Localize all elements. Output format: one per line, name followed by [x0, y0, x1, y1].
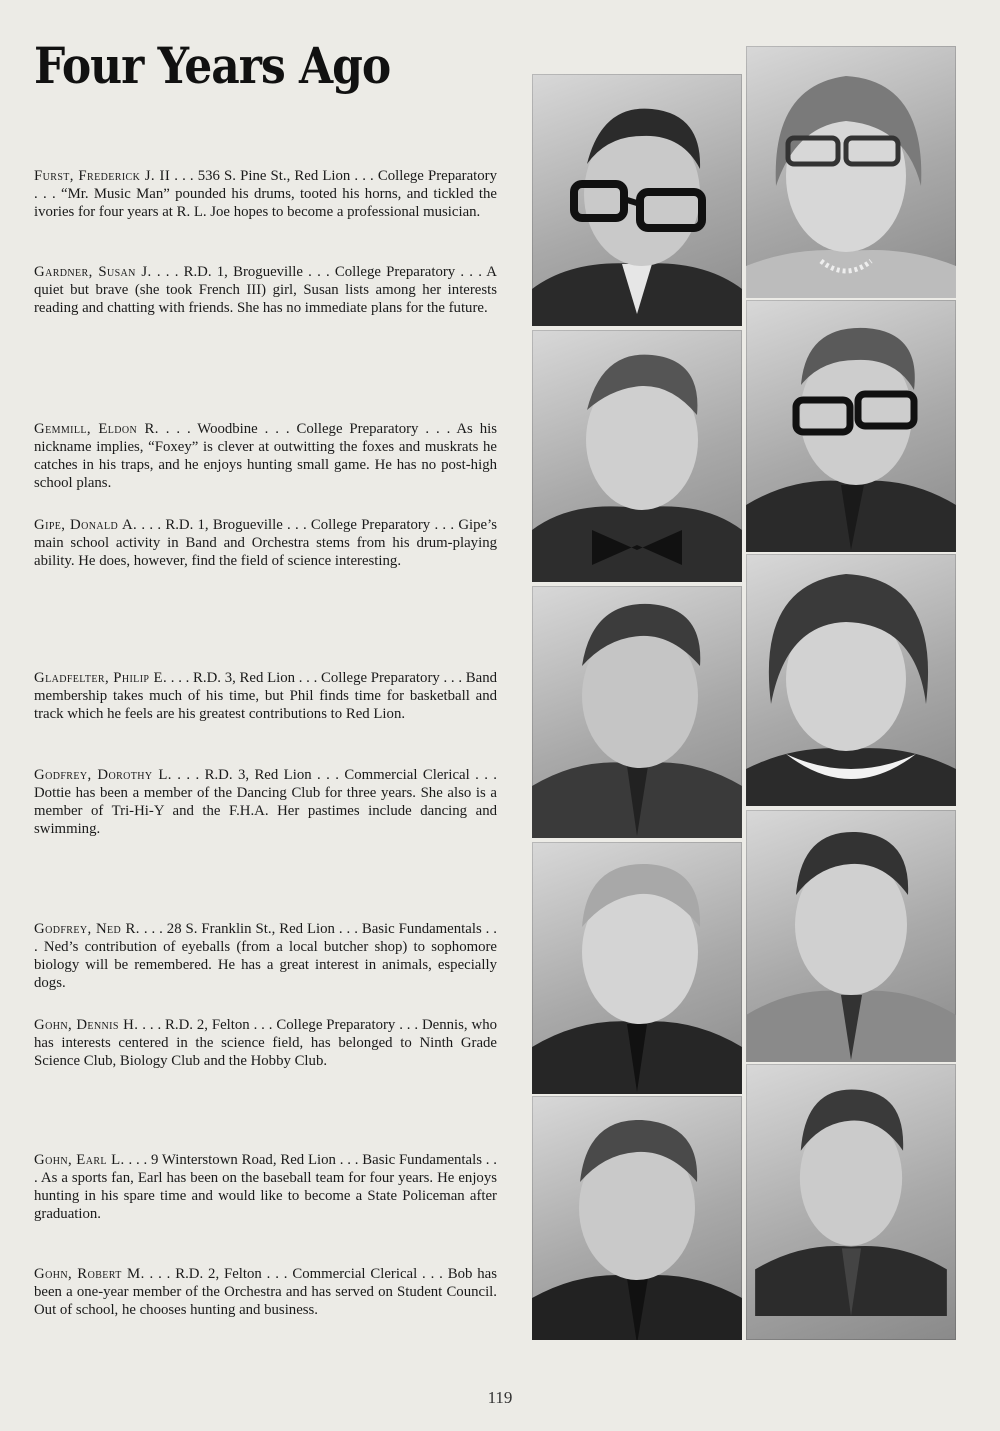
student-description: . . . R.D. 3, Red Lion . . . Commercial Clerical . . . Dottie has been a member of the Dancing Club for three years. She also is a member of Tri-Hi-Y and the F.H.A. Her pastimes include dancing and swimming.: [34, 767, 497, 837]
student-description: . . . 536 S. Pine St., Red Lion . . . College Preparatory . . . “Mr. Music Man” pounded his drums, tooted his horns, and tickled the ivories for four years at R. L. Joe hopes to become a professional musician.: [34, 168, 497, 220]
student-bio-gemmill: [34, 420, 497, 492]
portrait-gardner: [746, 46, 956, 298]
student-name: Gipe, Donald A.: [34, 517, 138, 533]
portrait-godfrey-dorothy: [746, 554, 956, 806]
student-bio-gladfelter: [34, 669, 497, 723]
student-bio-godfrey-ned: [34, 920, 497, 992]
student-name: Gardner, Susan J.: [34, 264, 152, 280]
student-bio-gohn-earl: [34, 1151, 497, 1223]
page-title: Four Years Ago: [34, 38, 391, 96]
student-name: Gohn, Robert M.: [34, 1266, 145, 1282]
student-description: . . . 9 Winterstown Road, Red Lion . . . Basic Fundamentals . . . As a sports fan, Earl has been on the baseball team for four years. He enjoys hunting in his spare time and would like to become a State Policeman after graduation.: [34, 1152, 497, 1222]
student-name: Gladfelter, Philip E.: [34, 670, 168, 686]
student-name: Gohn, Earl L.: [34, 1152, 125, 1168]
portrait-gemmill: [532, 330, 742, 582]
page-number: 119: [487, 1388, 513, 1407]
student-description: . . . R.D. 1, Brogueville . . . College Preparatory . . . A quiet but brave (she took French III) girl, Susan lists among her interests reading and chatting with friends. She has no immediate plans for the future.: [34, 264, 497, 316]
student-description: . . . R.D. 2, Felton . . . Commercial Clerical . . . Bob has been a one-year member of the Orchestra and has served on Student Council. Out of school, he chooses hunting and business.: [34, 1266, 497, 1318]
student-description: . . . Woodbine . . . College Preparatory . . . As his nickname implies, “Foxey” is clever at outwitting the foxes and muskrats he catches in his traps, and he enjoys hunting small game. He has no post-high school plans.: [34, 421, 497, 491]
student-description: . . . R.D. 3, Red Lion . . . College Preparatory . . . Band membership takes much of his time, but Phil finds time for basketball and track which he feels are his greatest contributions to Red Lion.: [34, 670, 497, 722]
portrait-furst: [532, 74, 742, 326]
portrait-gipe: [746, 300, 956, 552]
portrait-godfrey-ned: [532, 842, 742, 1094]
student-bio-godfrey-dorothy: [34, 766, 497, 838]
student-description: . . . R.D. 2, Felton . . . College Preparatory . . . Dennis, who has interests centered in the science field, has belonged to Ninth Grade Science Club, Biology Club and the Hobby Club.: [34, 1017, 497, 1069]
student-bio-gohn-robert: [34, 1265, 497, 1319]
student-name: Godfrey, Dorothy L.: [34, 767, 172, 783]
portrait-gohn-dennis: [746, 810, 956, 1062]
student-bio-gipe: [34, 516, 497, 570]
portrait-grid: [532, 44, 960, 1340]
student-name: Godfrey, Ned R.: [34, 921, 140, 937]
student-description: . . . 28 S. Franklin St., Red Lion . . . Basic Fundamentals . . . Ned’s contribution of eyeballs (from a local butcher shop) to sophomore biology will be remembered. He has a great interest in animals, especially dogs.: [34, 921, 498, 991]
student-bio-furst: [34, 167, 497, 221]
portrait-gohn-earl: [532, 1096, 742, 1340]
student-name: Gemmill, Eldon R.: [34, 421, 159, 437]
student-name: Furst, Frederick J. II: [34, 168, 171, 184]
student-name: Gohn, Dennis H.: [34, 1017, 139, 1033]
portrait-gohn-robert: [746, 1064, 956, 1340]
student-description: . . . R.D. 1, Brogueville . . . College Preparatory . . . Gipe’s main school activity in Band and Orchestra stems from his drum-playing ability. He does, however, find the field of science interesting.: [34, 517, 497, 569]
portrait-gladfelter: [532, 586, 742, 838]
student-bio-gardner: [34, 263, 497, 317]
student-bio-gohn-dennis: [34, 1016, 497, 1070]
